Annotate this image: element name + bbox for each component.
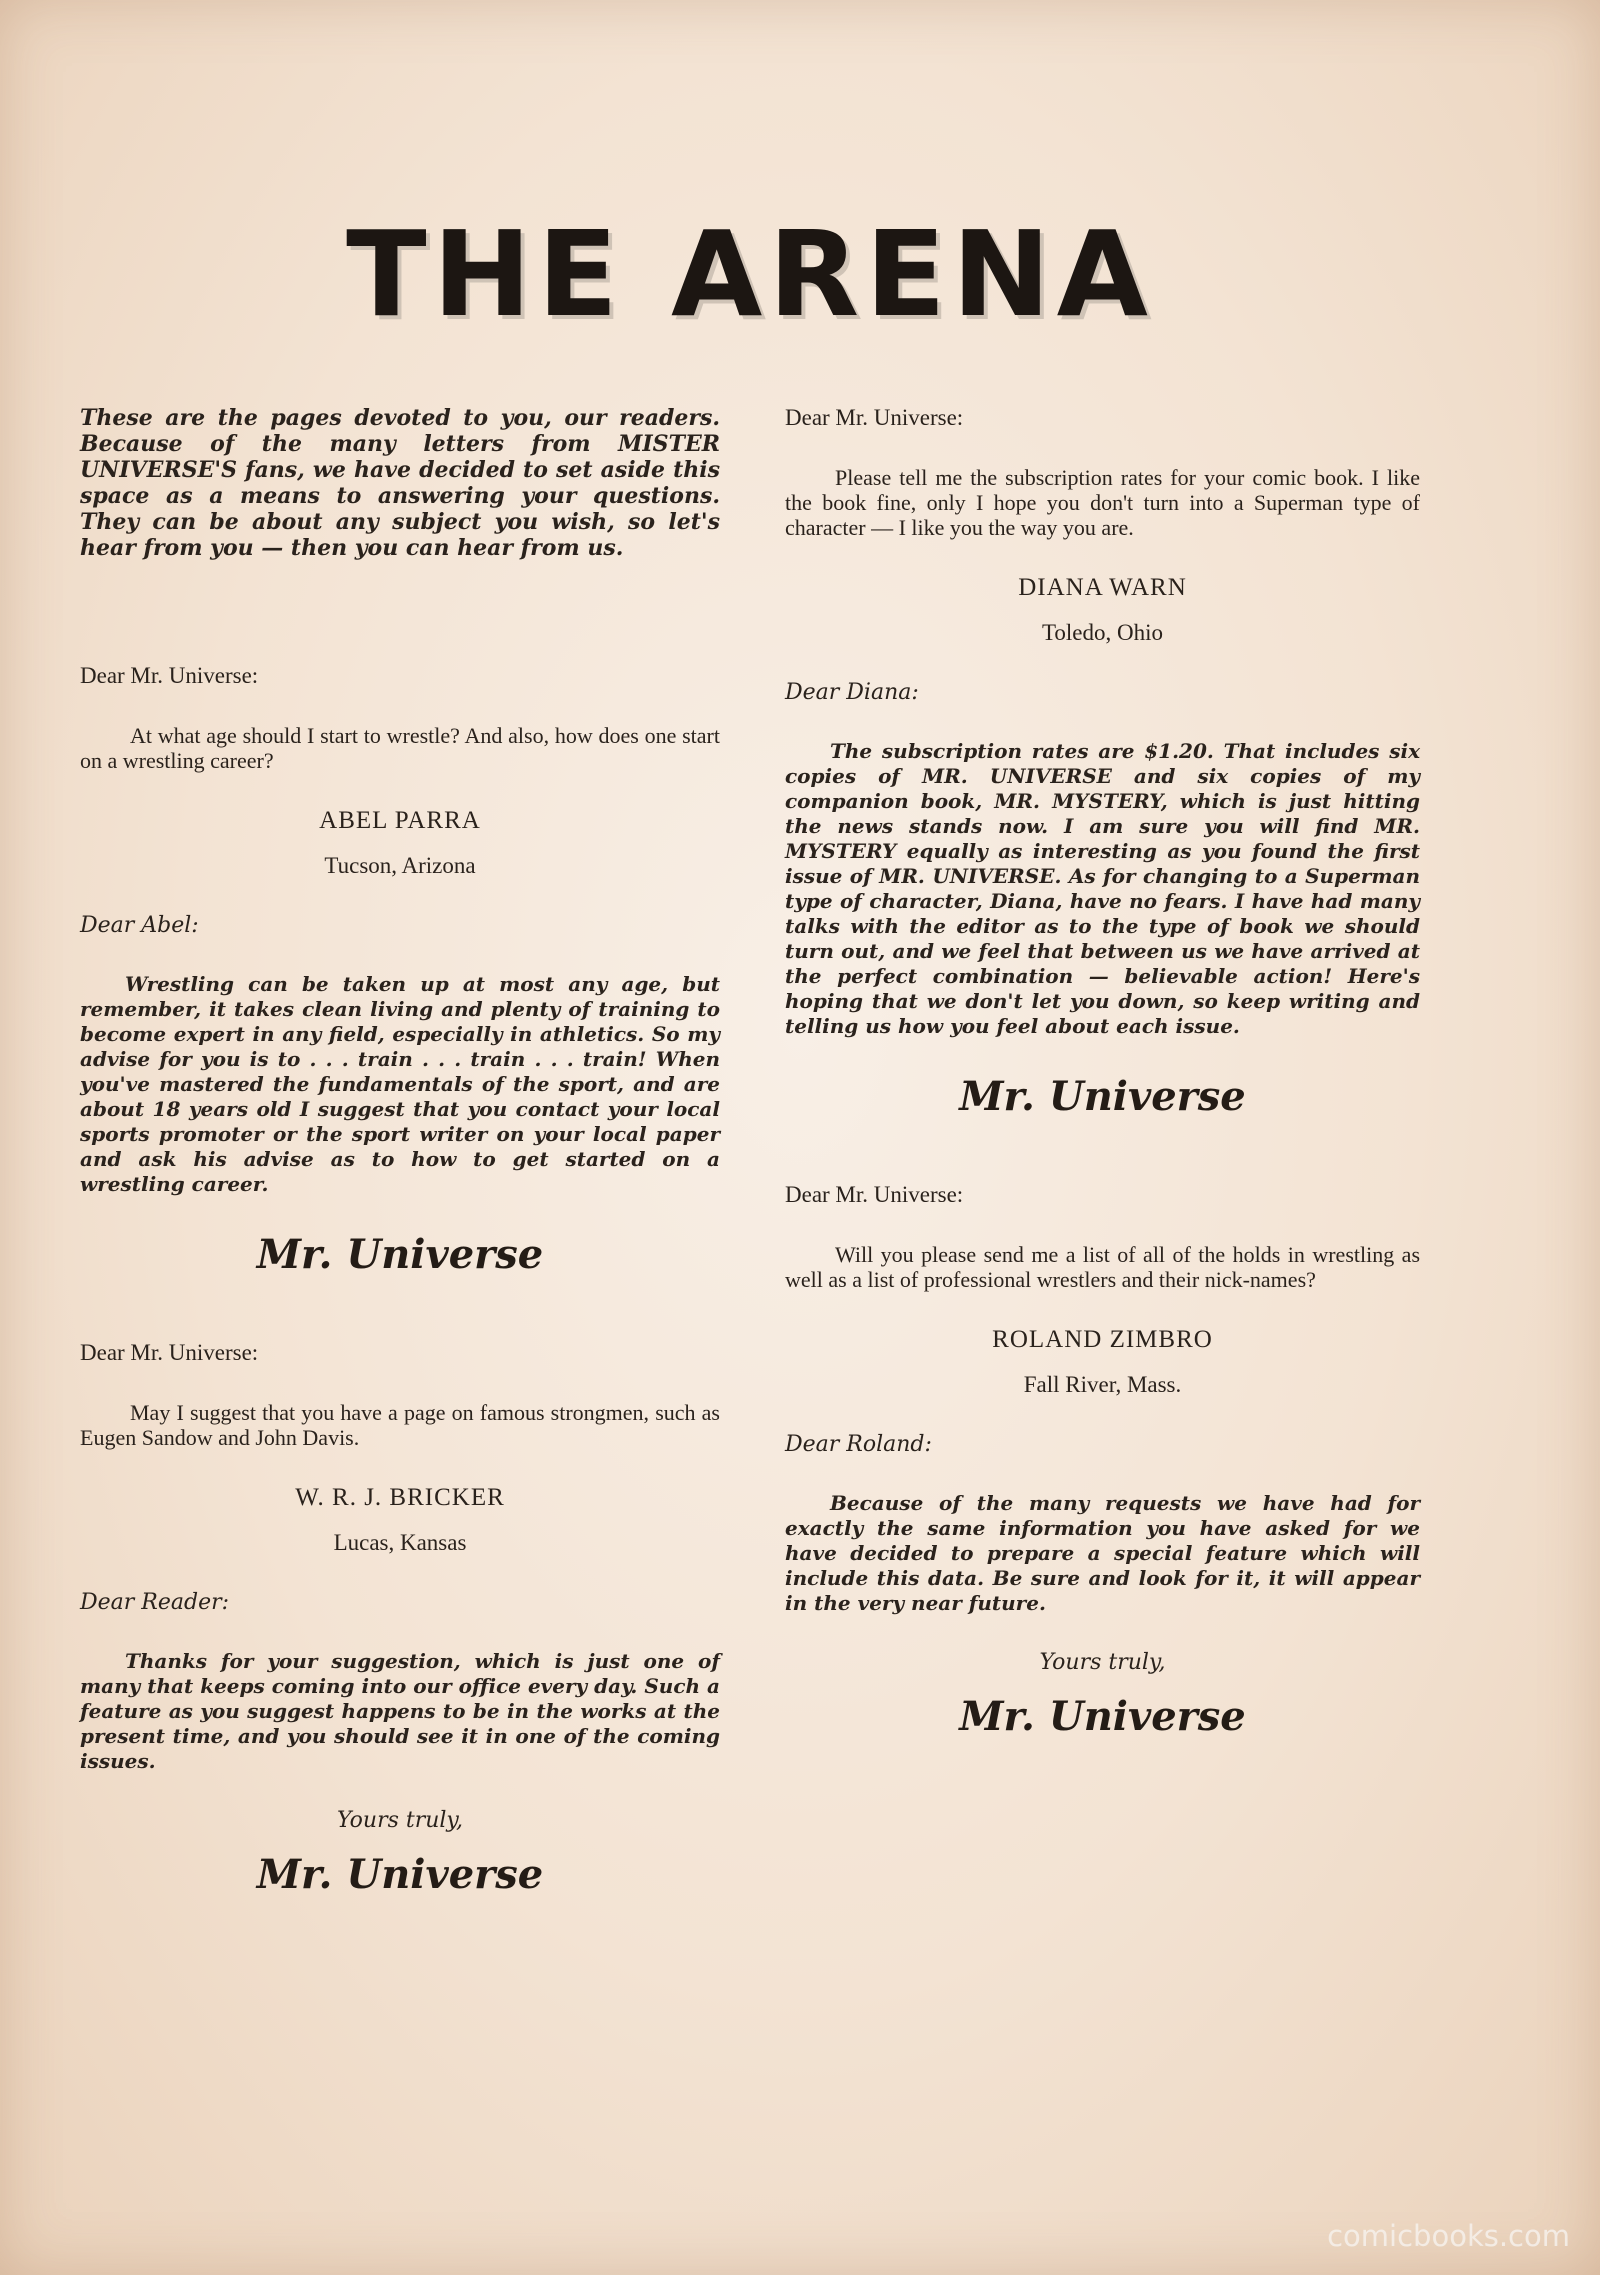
reply-salutation: Dear Abel: xyxy=(80,913,199,938)
closing: Yours truly, xyxy=(337,1808,463,1833)
letter-place: Tucson, Arizona xyxy=(324,853,476,878)
letter-4 xyxy=(785,1182,1420,1740)
letter-place: Fall River, Mass. xyxy=(1023,1372,1182,1397)
page-title: THE ARENA xyxy=(346,205,1154,343)
signature: Mr. Universe xyxy=(959,1693,1246,1740)
letter-author: DIANA WARN xyxy=(1018,574,1187,601)
reply-salutation: Dear Roland: xyxy=(785,1432,932,1457)
letter-place: Toledo, Ohio xyxy=(1041,620,1164,645)
letter-1 xyxy=(80,663,720,1278)
letter-body: At what age should I start to wrestle? And also, how does one start on a wrestling career? xyxy=(80,723,720,773)
right-column xyxy=(785,405,1420,1740)
watermark: comicbooks.com xyxy=(1327,2219,1570,2253)
reply-body: Wrestling can be taken up at most any age, but remember, it takes clean living and plenty of training to become expert in any field, especially in athletics. So my advise for you is to . . . train . . . train . . . train! When you've mastered the fundamentals of the sport, and are about 18 years old I suggest that you contact your local sports promoter or the sport writer on your local paper and ask his advise as to how to get started on a wrestling career. xyxy=(80,972,720,1196)
reply-body: Thanks for your suggestion, which is just one of many that keeps coming into our office every day. Such a feature as you suggest happens to be in the works at the present time, and you should see it in one of the coming issues. xyxy=(80,1649,720,1773)
reply-body: The subscription rates are $1.20. That includes six copies of MR. UNIVERSE and six copies of my companion book, MR. MYSTERY, which is just hitting the news stands now. I am sure you will find MR. MYSTERY equally as interesting as you found the first issue of MR. UNIVERSE. As for changing to a Superman type of character, Diana, have no fears. I have had many talks with the editor as to the type of book we should turn out, and we feel that between us we have arrived at the perfect combination — believable action! Here's hoping that we don't let you down, so keep writing and telling us how you feel about each issue. xyxy=(785,739,1420,1038)
intro-text: These are the pages devoted to you, our readers. Because of the many letters from MISTER UNIVERSE'S fans, we have decided to set aside this space as a means to answering your questions. They can be about any subject you wish, so let's hear from you — then you can hear from us. xyxy=(80,405,720,561)
signature: Mr. Universe xyxy=(959,1073,1246,1120)
letter-author: W. R. J. BRICKER xyxy=(295,1484,505,1511)
left-column xyxy=(80,405,720,1898)
letter-body: Will you please send me a list of all of the holds in wrestling as well as a list of professional wrestlers and their nick-names? xyxy=(785,1242,1420,1292)
closing: Yours truly, xyxy=(1039,1650,1166,1675)
letter-author: ABEL PARRA xyxy=(319,807,481,834)
letter-3 xyxy=(785,405,1420,1120)
letter-salutation: Dear Mr. Universe: xyxy=(80,1340,259,1365)
reply-salutation: Dear Diana: xyxy=(785,680,919,705)
letter-salutation: Dear Mr. Universe: xyxy=(785,1182,964,1207)
reply-body: Because of the many requests we have had for exactly the same information you have asked for we have decided to prepare a special feature which will include this data. Be sure and look for it, it will appear in the very near future. xyxy=(785,1491,1420,1615)
letter-body: May I suggest that you have a page on famous strongmen, such as Eugen Sandow and John Davis. xyxy=(80,1400,720,1450)
signature: Mr. Universe xyxy=(256,1231,544,1278)
letter-salutation: Dear Mr. Universe: xyxy=(80,663,259,688)
letter-2 xyxy=(80,1340,720,1898)
letter-body: Please tell me the subscription rates for your comic book. I like the book fine, only I hope you don't turn into a Superman type of character — I like you the way you are. xyxy=(785,465,1420,540)
letter-author: ROLAND ZIMBRO xyxy=(992,1326,1213,1353)
reply-salutation: Dear Reader: xyxy=(80,1590,230,1615)
letter-salutation: Dear Mr. Universe: xyxy=(785,405,964,430)
letter-place: Lucas, Kansas xyxy=(333,1530,467,1555)
signature: Mr. Universe xyxy=(256,1851,544,1898)
